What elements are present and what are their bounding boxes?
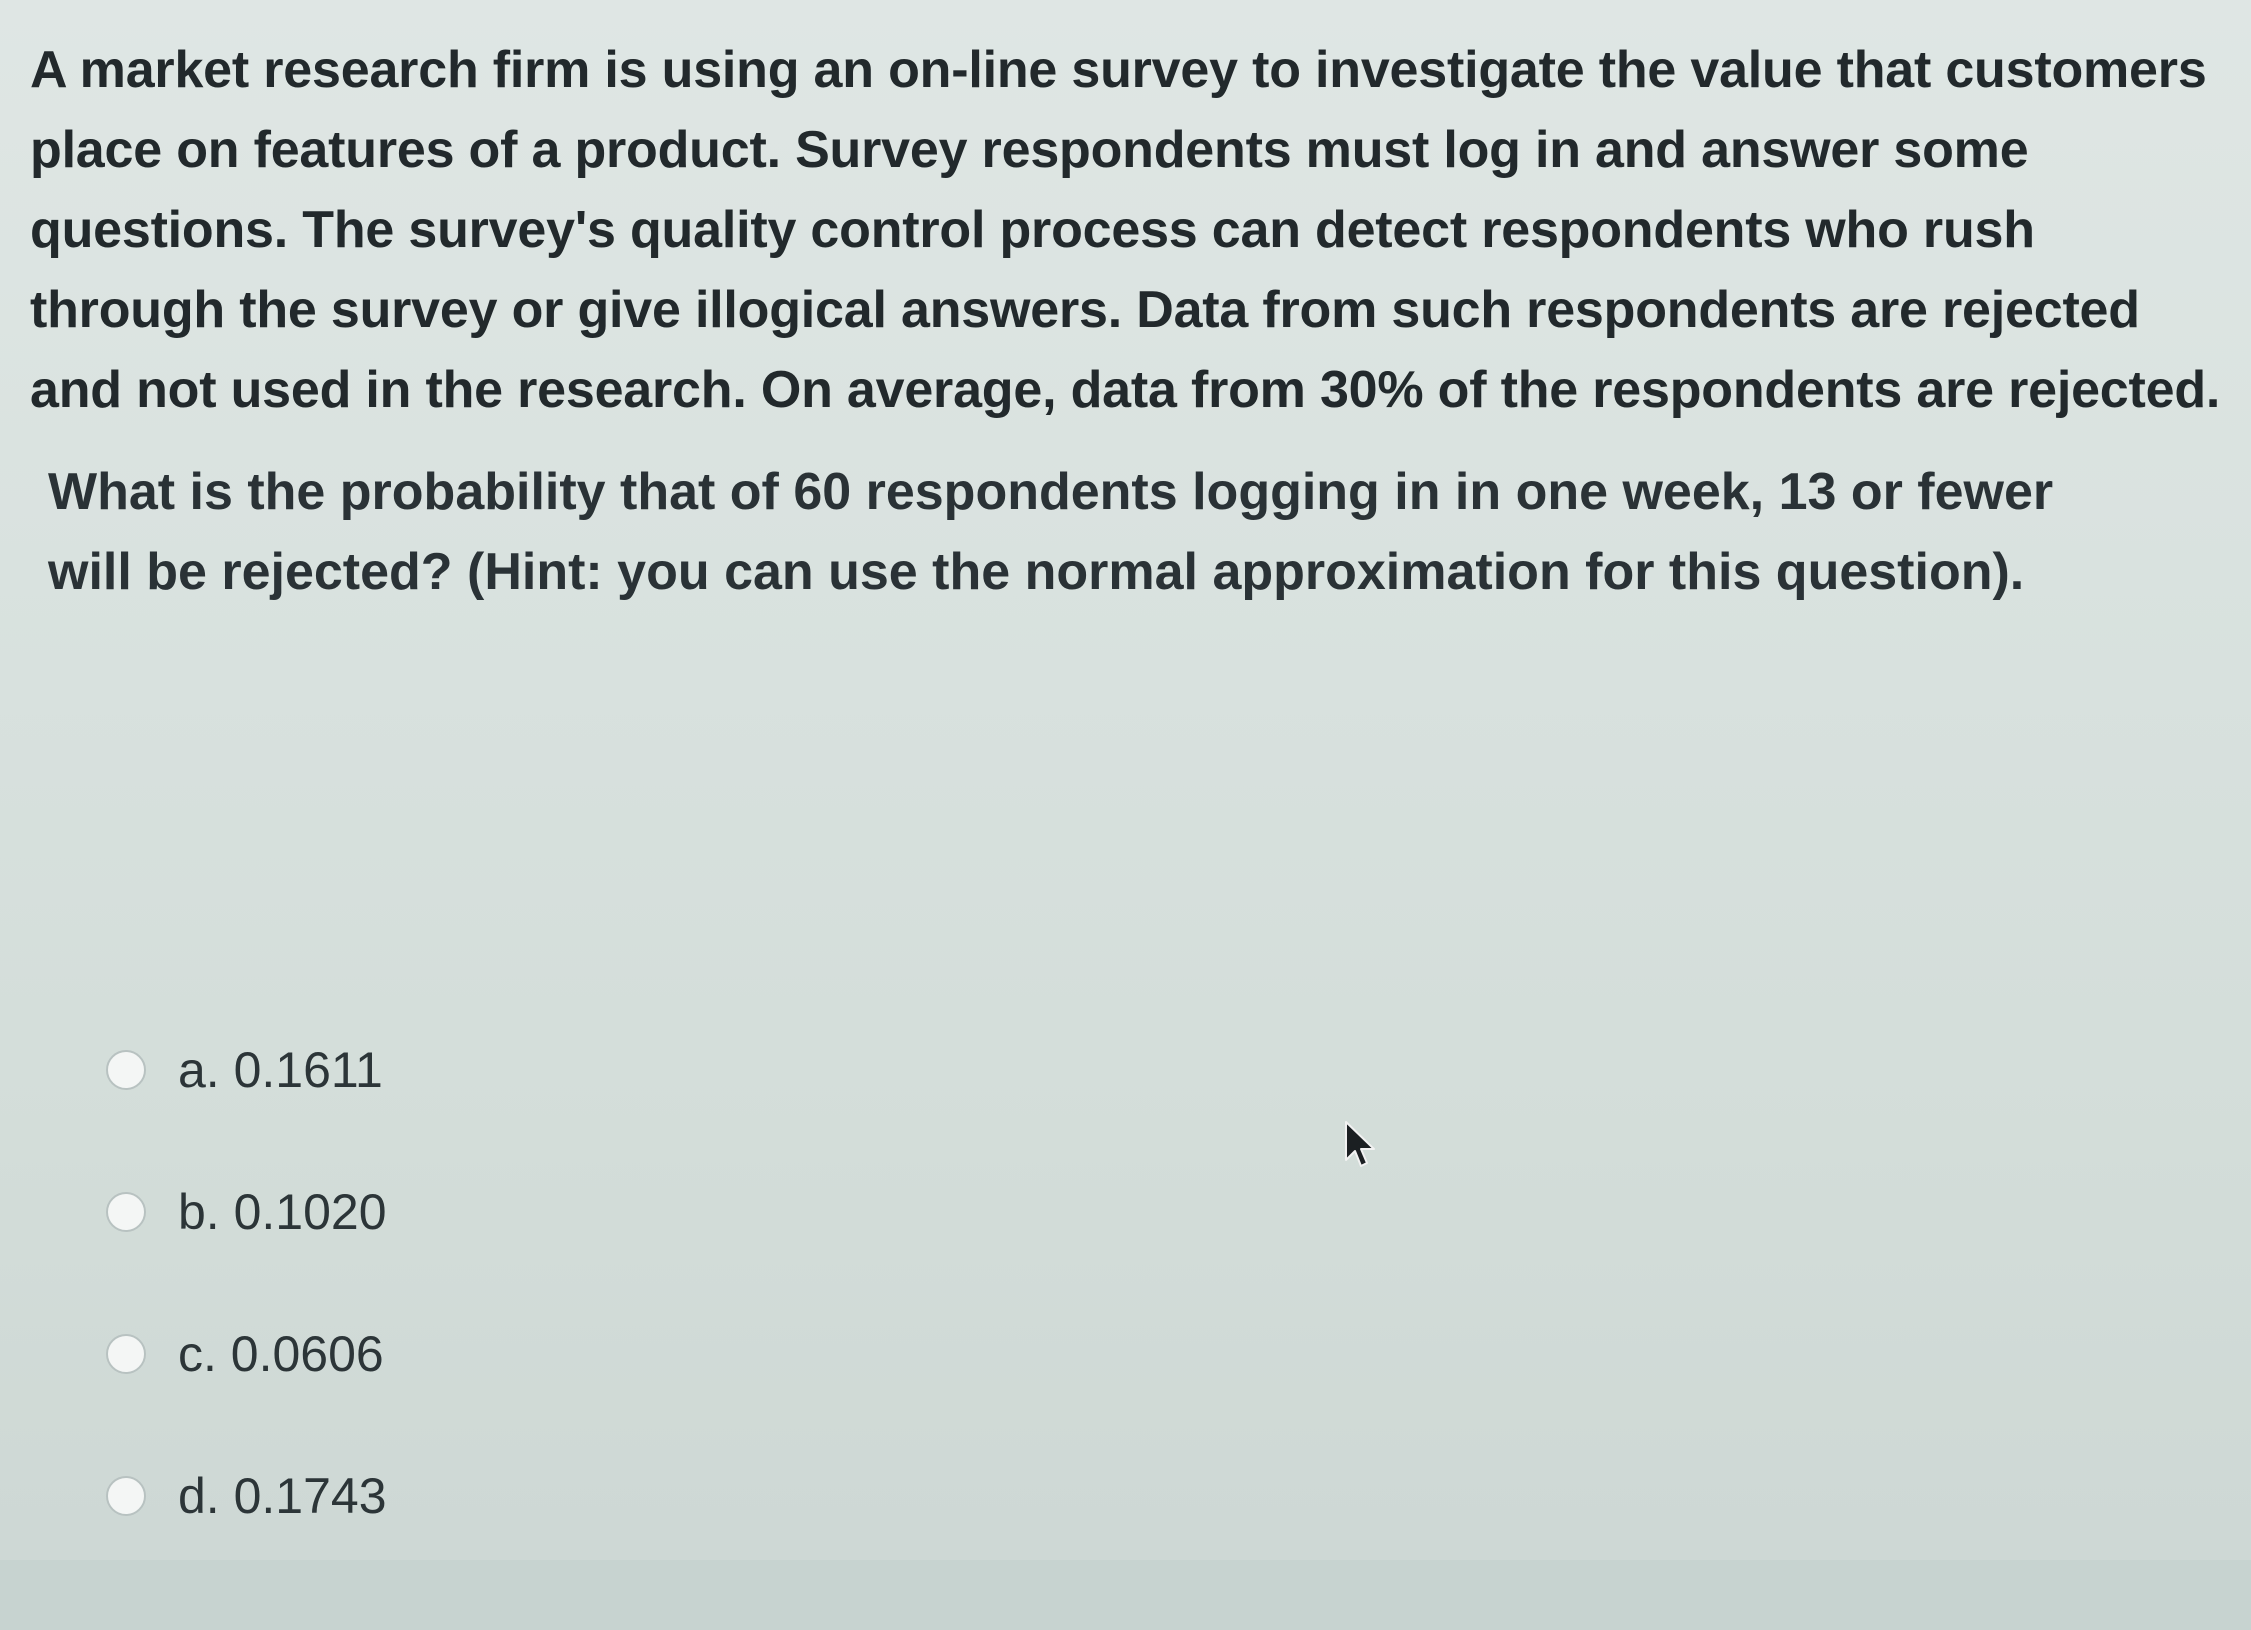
answer-label-a: a. 0.1611: [178, 1042, 383, 1098]
question-prompt: What is the probability that of 60 respondents logging in in one week, 13 or fewer will be rejected? (Hint: you can use the normal approximation for this question).: [48, 463, 2054, 601]
answer-label-c: c. 0.0606: [178, 1326, 384, 1382]
mouse-pointer-icon: [1340, 1118, 1380, 1172]
radio-button-d[interactable]: [106, 1476, 146, 1516]
radio-button-b[interactable]: [106, 1192, 146, 1232]
answer-option-c[interactable]: [106, 1314, 906, 1394]
answer-options: [106, 1030, 906, 1598]
question-text: A market research firm is using an on-line survey to investigate the value that customers place on features of a product. Survey respondents must log in and answer some questions. The survey's quality control process can detect respondents who rush through the survey or give illogical answers. Data from such respondents are rejected and not used in the research. On average, data from 30% of the respondents are rejected.: [30, 41, 2221, 419]
answer-option-a[interactable]: [106, 1030, 906, 1110]
answer-label-b: b. 0.1020: [178, 1184, 387, 1240]
radio-button-a[interactable]: [106, 1050, 146, 1090]
answer-label-d: d. 0.1743: [178, 1468, 387, 1524]
bottom-band: [0, 1560, 2251, 1630]
answer-option-b[interactable]: [106, 1172, 906, 1252]
question-card: [30, 30, 2230, 612]
radio-button-c[interactable]: [106, 1334, 146, 1374]
answer-option-d[interactable]: [106, 1456, 906, 1536]
